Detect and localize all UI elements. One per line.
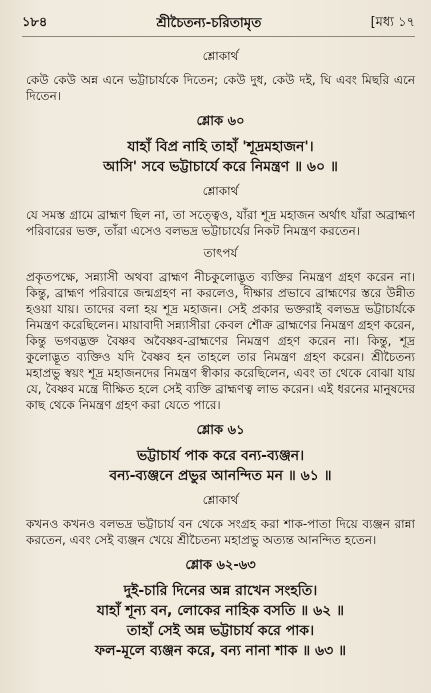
verse-60-purport-label: তাৎপর্য	[203, 246, 238, 260]
verse-61-translation-label: শ্লোকার্থ	[202, 493, 239, 507]
book-title: শ্রীচৈতন্য-চরিতামৃত	[156, 14, 262, 31]
page-number: ১৮৪	[22, 14, 48, 30]
verse-62-line-2: যাহাঁ শূন্য বন, লোকের নাহিক বসতি ॥ ৬২ ॥	[96, 603, 345, 619]
verse-61-line-1: ভট্টাচার্য পাক করে বন্য-ব্যঞ্জন।	[136, 448, 305, 464]
verse-60-line-1: যাহাঁ বিপ্র নাহি তাহাঁ 'শূদ্রমহাজন'।	[127, 139, 314, 155]
verse-61-label: শ্লোক ৬১	[196, 423, 245, 438]
verse-62-line-1: দুই-চারি দিনের অন্ন রাখেন সংহতি।	[123, 583, 318, 599]
page-content	[26, 42, 415, 685]
verse-60-purport: প্রকৃতপক্ষে, সন্ন্যাসী অথবা ব্রাহ্মণ নীচকুলোদ্ভূত ব্যক্তির নিমন্ত্রণ গ্রহণ করেন না। কিন্তু, ব্রাহ্মণ পরিবারে জন্মগ্রহণ না করলেও, দীক্ষার প্রভাবে ব্রাহ্মণের স্তরে উন্নীত হওয়া যায়। তাদের বলা হয় শূদ্র মহাজন। সেই প্রকার ভক্তরাই বলভদ্র ভট্টাচার্যকে নিমন্ত্রণ করেছিলেন। মায়াবাদী সন্ন্যাসীরা কেবল শৌক্র ব্রাহ্মণের নিমন্ত্রণ গ্রহণ করেন, কিন্তু ভগবদ্ভক্ত বৈষ্ণব অবৈষ্ণব-ব্রাহ্মণের নিমন্ত্রণ গ্রহণ করেন না। কিন্তু, শূদ্র কুলোদ্ভূত ব্যক্তিও যদি বৈষ্ণব হন তাহলে তার নিমন্ত্রণ গ্রহণ করেন। শ্রীচৈতন্য মহাপ্রভু স্বয়ং শূদ্র মহাজনদের নিমন্ত্রণ স্বীকার করেছিলেন, এবং তা থেকে বোঝা যায় যে, বৈষ্ণব মন্ত্রে দীক্ষিত হলে সেই ব্যক্তি ব্রাহ্মণত্ব লাভ করেন। এই ধরনের মানুষদের কাছ থেকে নিমন্ত্রণ গ্রহণ করা যেতে পারে।	[26, 270, 415, 412]
verse-60-translation-label: শ্লোকার্থ	[202, 184, 239, 198]
page-header	[22, 10, 415, 37]
verse-60-line-2: আসি' সবে ভট্টাচার্যে করে নিমন্ত্রণ ॥ ৬০ ॥	[103, 159, 338, 175]
verse-63-line-1: তাহাঁ সেই অন্ন ভট্টাচার্য করে পাক।	[126, 623, 315, 639]
chapter-reference: [মধ্য ১৭	[370, 14, 415, 30]
verse-61-translation: কখনও কখনও বলভদ্র ভট্টাচার্য বন থেকে সংগ্রহ করা শাক-পাতা দিয়ে ব্যঞ্জন রান্না করতেন, এবং সেই ব্যঞ্জন খেয়ে শ্রীচৈতন্য মহাপ্রভু অত্যন্ত আনন্দিত হতেন।	[26, 517, 415, 547]
verse-61-line-2: বন্য-ব্যঞ্জনে প্রভুর আনন্দিত মন ॥ ৬১ ॥	[109, 468, 332, 484]
verse-62-63-label: শ্লোক ৬২-৬৩	[185, 558, 256, 573]
verse-60-translation: যে সমস্ত গ্রামে ব্রাহ্মণ ছিল না, তা সত্ত্বেও, যাঁরা শূদ্র মহাজন অর্থাৎ যাঁরা অব্রাহ্মণ পরিবারের ভক্ত, তাঁরা এসেও বলভদ্র ভট্টাচার্যের নিকট নিমন্ত্রণ করতেন।	[26, 208, 415, 238]
translation-paragraph: কেউ কেউ অন্ন এনে ভট্টাচার্যকে দিতেন; কেউ দুধ, কেউ দই, ঘি এবং মিছরি এনে দিতেন।	[26, 73, 415, 103]
section-label: শ্লোকার্থ	[202, 49, 239, 63]
verse-60-label: শ্লোক ৬০	[196, 114, 245, 129]
verse-63-line-2: ফল-মূলে ব্যঞ্জন করে, বন্য নানা শাক ॥ ৬৩ ॥	[94, 643, 347, 659]
